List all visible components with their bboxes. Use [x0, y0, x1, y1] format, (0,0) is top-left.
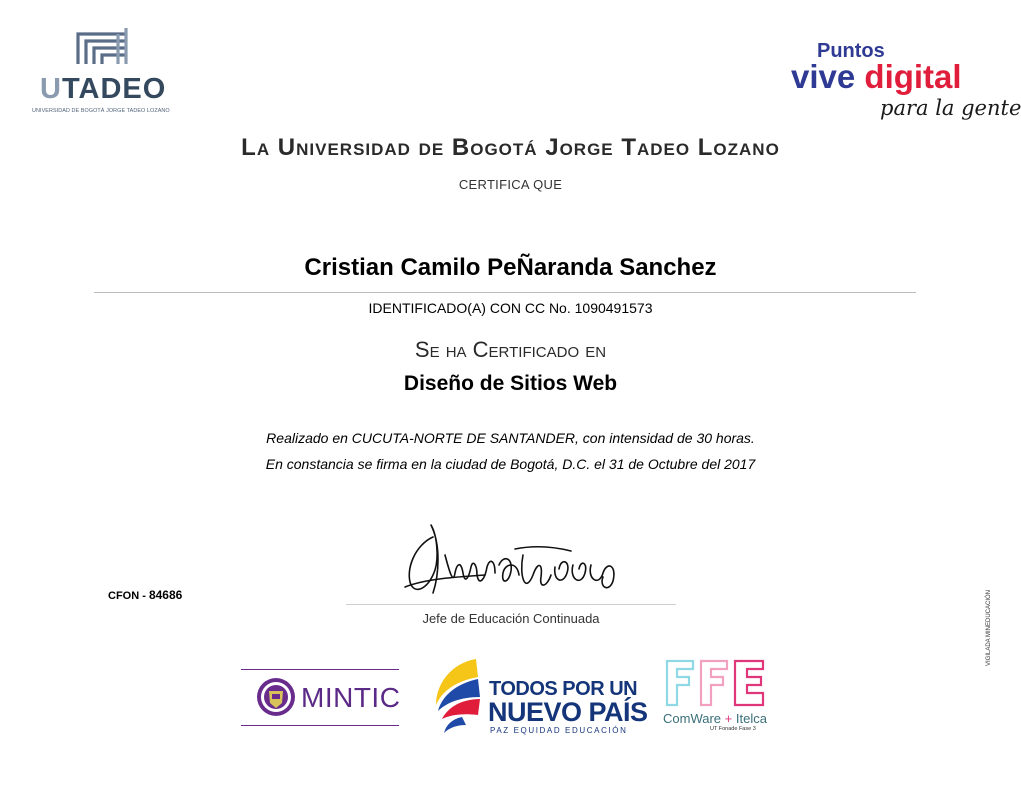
signature-line	[346, 604, 676, 605]
colombia-flag-swoosh-icon	[432, 657, 490, 737]
utadeo-logo-text: UTADEO	[40, 73, 167, 105]
comware-itelca-text: ComWare + Itelca	[663, 711, 767, 726]
signature-image	[395, 515, 640, 615]
certifies-label: CERTIFICA QUE	[458, 177, 563, 192]
tpunp-line1: TODOS POR UN	[489, 678, 638, 700]
cfon-number: 84686	[148, 588, 183, 602]
mintic-logo-text: MINTIC	[301, 682, 401, 713]
date-line: En constancia se firma en la ciudad de Bogotá, D.C. el 31 de Octubre del 2017	[265, 456, 756, 472]
recipient-name: Cristian Camilo PeÑaranda Sanchez	[304, 254, 717, 281]
utadeo-logo-subtitle: UNIVERSIDAD DE BOGOTÁ JORGE TADEO LOZANO	[32, 108, 170, 114]
pvd-logo-main: vive digital	[791, 58, 962, 95]
cfon-code	[108, 588, 182, 602]
pvd-logo-tagline: para la gente	[880, 96, 1021, 120]
colombia-seal-icon	[256, 677, 296, 717]
location-line: Realizado en CUCUTA-NORTE DE SANTANDER, con intensidad de 30 horas.	[266, 430, 755, 446]
mintic-bottom-rule	[241, 725, 399, 726]
comware-itelca-logo-mark	[663, 655, 767, 711]
name-divider	[94, 292, 916, 293]
signature-title: Jefe de Educación Continuada	[422, 611, 600, 626]
cfon-label: CFON -	[108, 590, 149, 602]
university-title: La Universidad de Bogotá Jorge Tadeo Lozano	[241, 134, 780, 161]
fonade-note: UT Fonade Fase 3	[710, 726, 756, 732]
tpunp-line2: NUEVO PAÍS	[488, 697, 648, 727]
tpunp-line3: PAZ EQUIDAD EDUCACIÓN	[490, 726, 628, 735]
course-title: Diseño de Sitios Web	[403, 372, 618, 395]
vigilada-note: VIGILADA MINEDUCACIÓN	[986, 589, 992, 666]
mintic-top-rule	[241, 669, 399, 670]
pvd-logo-puntos: Puntos	[817, 40, 885, 62]
certified-in-label: Se ha Certificado en	[414, 337, 607, 362]
identification-line: IDENTIFICADO(A) CON CC No. 1090491573	[368, 300, 653, 316]
